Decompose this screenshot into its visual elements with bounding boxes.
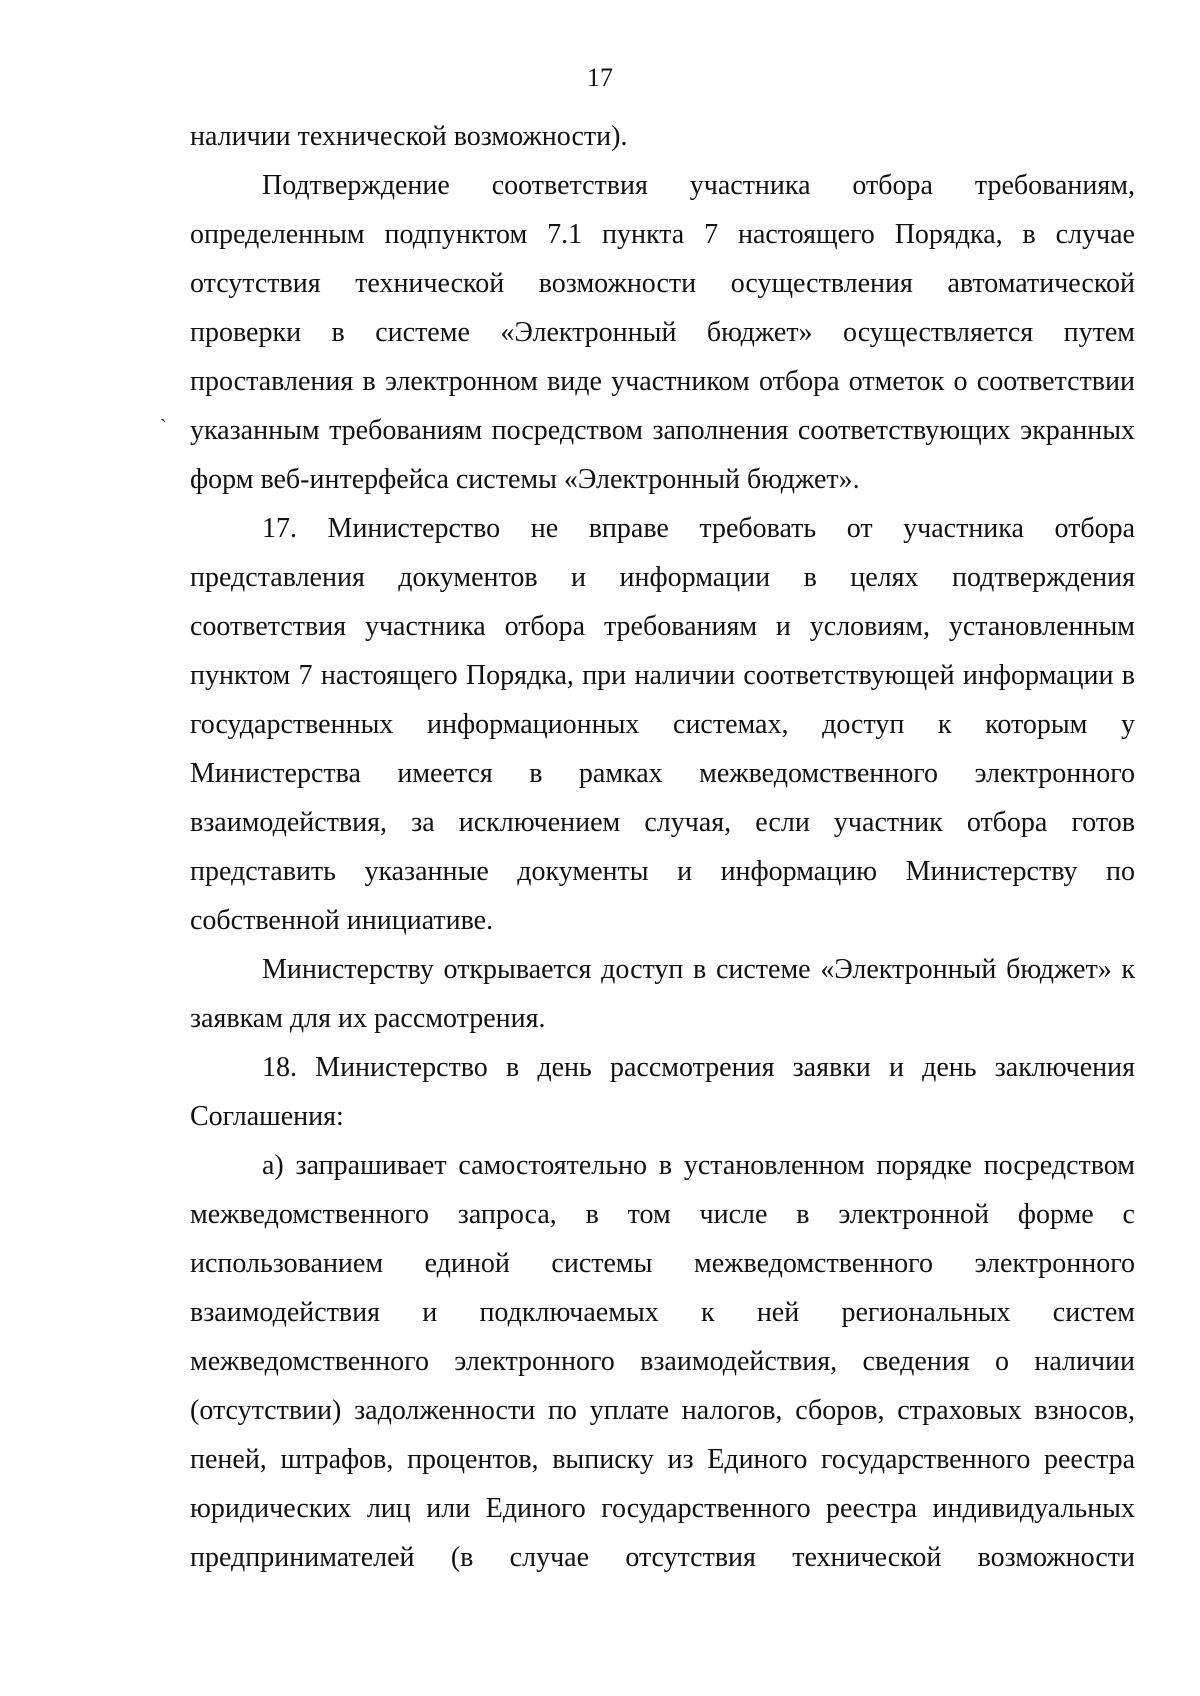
page-number: 17 (587, 63, 613, 92)
text-line: а) запрашивает самостоятельно в установленном порядке посредством (262, 1150, 1135, 1181)
text-line: юридических лиц или Единого государственного реестра индивидуальных (190, 1493, 1135, 1524)
text-line: указанным требованиям посредством заполнения соответствующих экранных (190, 415, 1135, 446)
text-line: представления документов и информации в целях подтверждения (190, 562, 1135, 593)
text-line: форм веб-интерфейса системы «Электронный бюджет». (190, 464, 860, 495)
text-line: использованием единой системы межведомственного электронного (190, 1248, 1135, 1279)
text-line: проставления в электронном виде участником отбора отметок о соответствии (190, 366, 1135, 397)
text-line: пеней, штрафов, процентов, выписку из Единого государственного реестра (190, 1444, 1135, 1475)
text-line: межведомственного запроса, в том числе в электронной форме с (190, 1199, 1135, 1230)
text-line: (отсутствии) задолженности по уплате налогов, сборов, страховых взносов, (190, 1395, 1135, 1426)
text-line: 17. Министерство не вправе требовать от участника отбора (262, 513, 1135, 544)
body-text (190, 112, 1135, 1582)
text-line: предпринимателей (в случае отсутствия технической возможности (190, 1542, 1135, 1573)
text-line: Министерства имеется в рамках межведомственного электронного (190, 758, 1135, 789)
text-line: государственных информационных системах, доступ к которым у (190, 709, 1135, 740)
text-line: пунктом 7 настоящего Порядка, при наличии соответствующей информации в (190, 660, 1135, 691)
text-line: заявкам для их рассмотрения. (190, 1003, 546, 1034)
text-line: 18. Министерство в день рассмотрения заявки и день заключения (262, 1052, 1135, 1083)
text-line: собственной инициативе. (190, 905, 494, 936)
text-line: отсутствия технической возможности осуществления автоматической (190, 268, 1135, 299)
text-line: представить указанные документы и информацию Министерству по (190, 856, 1135, 887)
text-line: Соглашения: (190, 1101, 344, 1132)
text-line: определенным подпунктом 7.1 пункта 7 настоящего Порядка, в случае (190, 219, 1135, 250)
text-line: наличии технической возможности). (190, 121, 628, 152)
text-line: соответствия участника отбора требованиям и условиям, установленным (190, 611, 1135, 642)
text-line: взаимодействия и подключаемых к ней региональных систем (190, 1297, 1135, 1328)
stray-mark: ` (160, 416, 167, 438)
text-line: Подтверждение соответствия участника отбора требованиям, (262, 170, 1135, 201)
text-line: проверки в системе «Электронный бюджет» осуществляется путем (190, 317, 1135, 348)
text-line: взаимодействия, за исключением случая, если участник отбора готов (190, 807, 1135, 838)
text-line: Министерству открывается доступ в системе «Электронный бюджет» к (262, 954, 1135, 985)
text-line: межведомственного электронного взаимодействия, сведения о наличии (190, 1346, 1135, 1377)
